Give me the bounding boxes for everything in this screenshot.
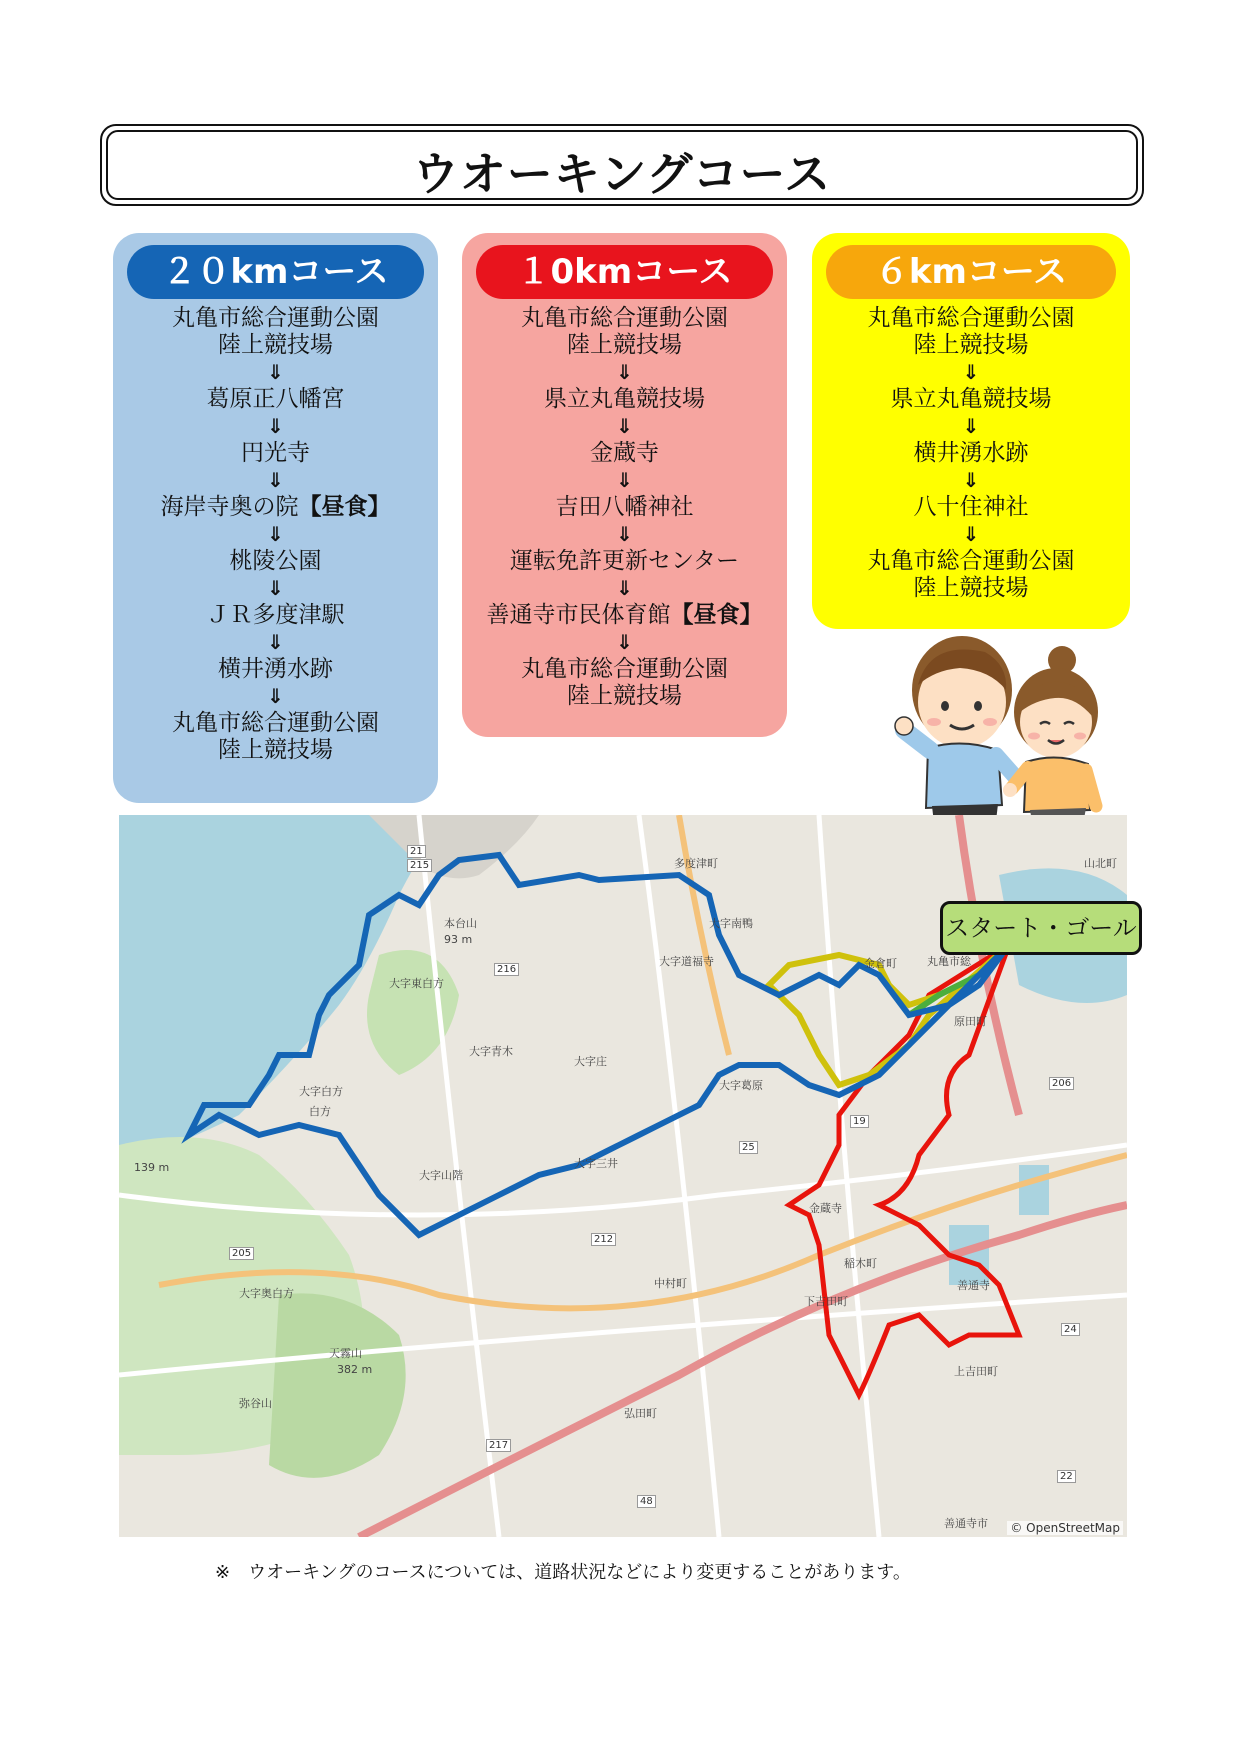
- map-place-label: 大字南鴨: [709, 917, 753, 930]
- route-arrow-icon: ⇓: [962, 468, 980, 492]
- course-stops-6km: [812, 305, 1130, 602]
- route-arrow-icon: ⇓: [267, 684, 284, 708]
- map-road-number: 22: [1057, 1470, 1076, 1483]
- course-stop: 丸亀市総合運動公園 陸上競技場: [172, 305, 379, 358]
- course-stop: 八十住神社: [913, 494, 1029, 520]
- map-road-number: 205: [229, 1247, 254, 1260]
- map-place-label: 大字三井: [574, 1157, 618, 1170]
- map-place-label: 93 m: [444, 933, 473, 946]
- route-arrow-icon: ⇓: [616, 522, 633, 546]
- course-stop: 葛原正八幡宮: [206, 386, 345, 412]
- course-stop: 丸亀市総合運動公園 陸上競技場: [867, 548, 1075, 601]
- course-stop: 吉田八幡神社: [555, 494, 694, 520]
- map-place-label: 善通寺: [957, 1279, 990, 1292]
- start-goal-label: スタート・ゴール: [940, 901, 1142, 955]
- course-panel-10km: [462, 233, 787, 737]
- map-place-label: 善通寺市: [944, 1517, 988, 1530]
- map-place-label: 天霧山: [329, 1347, 362, 1360]
- course-stop: ＪＲ多度津駅: [206, 602, 345, 628]
- map-road-number: 206: [1049, 1077, 1074, 1090]
- map-place-label: 下吉田町: [804, 1295, 848, 1308]
- page-title: ウオーキングコース: [412, 147, 832, 201]
- course-panel-20km: [113, 233, 438, 803]
- course-stop: 海岸寺奥の院【昼食】: [160, 494, 391, 520]
- map-road-number: 25: [739, 1141, 758, 1154]
- map-place-label: 金蔵寺: [809, 1202, 842, 1215]
- title-frame: [100, 124, 1144, 206]
- course-stop: 丸亀市総合運動公園 陸上競技場: [521, 656, 728, 709]
- map-place-label: 大字東白方: [389, 977, 444, 990]
- course-stop: 県立丸亀競技場: [890, 386, 1052, 412]
- course-stop: 県立丸亀競技場: [544, 386, 705, 412]
- map-place-label: 大字白方: [299, 1085, 343, 1098]
- course-title-20km: ２０kmコース: [127, 245, 424, 299]
- course-stop: 桃陵公園: [229, 548, 322, 574]
- map-place-label: 382 m: [337, 1363, 373, 1376]
- course-stop: 善通寺市民体育館【昼食】: [486, 602, 763, 628]
- map-place-label: 弥谷山: [239, 1397, 272, 1410]
- map-attribution: © OpenStreetMap: [1007, 1521, 1123, 1535]
- map-place-label: 大字葛原: [719, 1079, 763, 1092]
- map-place-label: 原田町: [954, 1015, 987, 1028]
- route-arrow-icon: ⇓: [267, 576, 284, 600]
- route-arrow-icon: ⇓: [267, 468, 284, 492]
- lunch-tag: 【昼食】: [298, 494, 391, 520]
- route-arrow-icon: ⇓: [616, 630, 633, 654]
- course-stop: 横井湧水跡: [913, 440, 1029, 466]
- map-place-label: 多度津町: [674, 857, 718, 870]
- map-place-label: 稲木町: [844, 1257, 877, 1270]
- course-change-note: ※ ウオーキングのコースについては、道路状況などにより変更することがあります。: [215, 1562, 911, 1583]
- course-stop: 運転免許更新センター: [509, 548, 740, 574]
- course-stop: 円光寺: [241, 440, 310, 466]
- map-road-number: 216: [494, 963, 519, 976]
- map-place-label: 大字道福寺: [659, 955, 714, 968]
- route-arrow-icon: ⇓: [616, 414, 633, 438]
- map-place-label: 丸亀市総: [927, 955, 971, 968]
- course-stops-20km: [113, 305, 438, 764]
- route-arrow-icon: ⇓: [267, 360, 284, 384]
- map-place-label: 大字奥白方: [239, 1287, 294, 1300]
- map-road-number: 212: [591, 1233, 616, 1246]
- map-place-label: 大字青木: [469, 1045, 513, 1058]
- map-road-number: 19: [850, 1115, 869, 1128]
- lunch-tag: 【昼食】: [670, 602, 763, 628]
- route-arrow-icon: ⇓: [616, 360, 633, 384]
- route-arrow-icon: ⇓: [616, 576, 633, 600]
- course-title-10km: １0kmコース: [476, 245, 773, 299]
- route-arrow-icon: ⇓: [267, 522, 284, 546]
- map-place-label: 139 m: [134, 1161, 170, 1174]
- map-place-label: 大字庄: [574, 1055, 607, 1068]
- map-road-number: 215: [407, 859, 432, 872]
- map-place-label: 金倉町: [864, 957, 897, 970]
- course-stop: 横井湧水跡: [218, 656, 333, 682]
- route-arrow-icon: ⇓: [962, 414, 980, 438]
- route-arrow-icon: ⇓: [267, 414, 284, 438]
- map-place-label: 山北町: [1084, 857, 1117, 870]
- route-arrow-icon: ⇓: [267, 630, 284, 654]
- course-panel-6km: [812, 233, 1130, 629]
- course-stop: 丸亀市総合運動公園 陸上競技場: [172, 710, 379, 763]
- map-place-label: 弘田町: [624, 1407, 657, 1420]
- map-place-label: 本台山: [444, 917, 477, 930]
- route-arrow-icon: ⇓: [962, 360, 980, 384]
- course-title-6km: ６kmコース: [826, 245, 1116, 299]
- map-road-number: 21: [407, 845, 426, 858]
- map-place-label: 白方: [309, 1105, 331, 1118]
- course-stop: 丸亀市総合運動公園 陸上競技場: [867, 305, 1075, 358]
- map-place-label: 上吉田町: [954, 1365, 998, 1378]
- course-stop: 金蔵寺: [590, 440, 659, 466]
- route-arrow-icon: ⇓: [616, 468, 633, 492]
- map-place-label: 中村町: [654, 1277, 687, 1290]
- map-road-number: 24: [1061, 1323, 1080, 1336]
- map-road-number: 217: [486, 1439, 511, 1452]
- course-stops-10km: [462, 305, 787, 710]
- route-arrow-icon: ⇓: [962, 522, 980, 546]
- map-road-number: 48: [637, 1495, 656, 1508]
- course-stop: 丸亀市総合運動公園 陸上競技場: [521, 305, 728, 358]
- map-place-label: 大字山階: [419, 1169, 463, 1182]
